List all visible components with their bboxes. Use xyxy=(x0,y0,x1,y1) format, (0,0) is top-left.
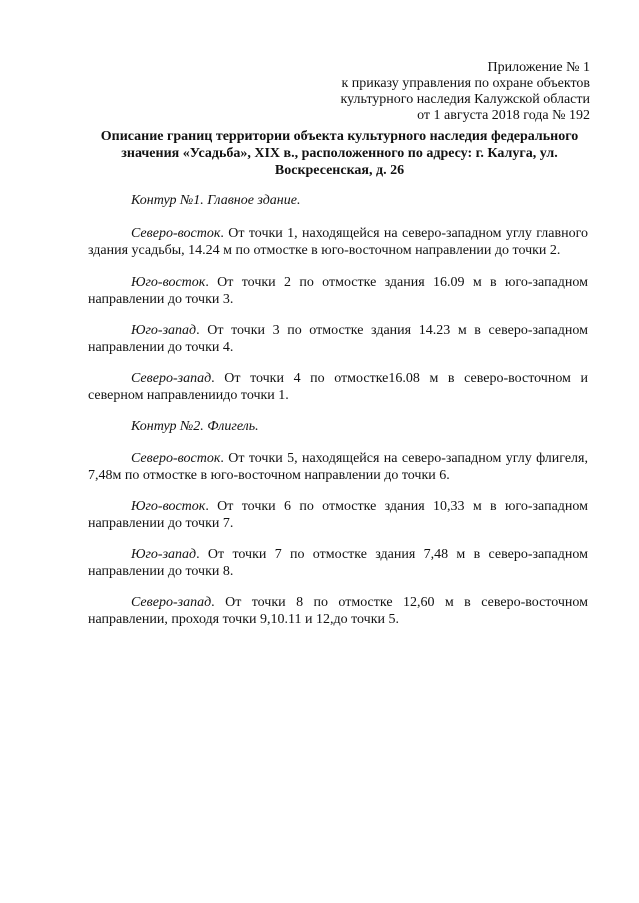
appendix-line-4: от 1 августа 2018 года № 192 xyxy=(417,108,590,123)
appendix-line-3: культурного наследия Калужской области xyxy=(340,92,590,107)
contour-2-paragraph-4 xyxy=(88,594,588,628)
contour-2-heading: Контур №2. Флигель. xyxy=(131,419,259,434)
paragraph-text: . От точки 6 по отмостке здания 10,33 м в юго-западном направлении до точки 7. xyxy=(88,499,588,531)
contour-2-paragraph-3 xyxy=(88,546,588,580)
direction-label: Юго-восток xyxy=(131,275,206,290)
direction-label: Северо-запад xyxy=(131,371,212,386)
contour-1-paragraph-2 xyxy=(88,274,588,308)
title-line-3: Воскресенская, д. 26 xyxy=(274,163,405,178)
appendix-line-2: к приказу управления по охране объектов xyxy=(341,76,590,91)
contour-1-paragraph-4 xyxy=(88,370,588,404)
contour-2-paragraph-2 xyxy=(88,498,588,532)
paragraph-text: . От точки 5, находящейся на северо-западном углу флигеля, 7,48м по отмостке в юго-восточном направлении до точки 6. xyxy=(88,451,588,483)
contour-1-heading: Контур №1. Главное здание. xyxy=(131,193,301,208)
appendix-line-1: Приложение № 1 xyxy=(487,60,590,75)
direction-label: Северо-запад xyxy=(131,595,212,610)
paragraph-text: . От точки 7 по отмостке здания 7,48 м в северо-западном направлении до точки 8. xyxy=(88,547,588,579)
contour-2-paragraph-1 xyxy=(88,450,588,484)
direction-label: Юго-запад xyxy=(131,323,197,338)
title-line-1: Описание границ территории объекта культурного наследия федерального xyxy=(100,129,579,144)
paragraph-text: . От точки 3 по отмостке здания 14.23 м в северо-западном направлении до точки 4. xyxy=(88,323,588,355)
paragraph-text: . От точки 2 по отмостке здания 16.09 м в юго-западном направлении до точки 3. xyxy=(88,275,588,307)
document-title xyxy=(86,128,593,179)
appendix-header xyxy=(341,60,590,124)
contour-1-paragraph-1 xyxy=(88,225,588,259)
direction-label: Юго-восток xyxy=(131,499,206,514)
paragraph-text: . От точки 1, находящейся на северо-западном углу главного здания усадьбы, 14.24 м по отмостке в юго-восточном направлении до точки 2. xyxy=(88,226,588,258)
direction-label: Северо-восток xyxy=(131,226,221,241)
direction-label: Юго-запад xyxy=(131,547,197,562)
direction-label: Северо-восток xyxy=(131,451,221,466)
paragraph-text: . От точки 8 по отмостке 12,60 м в северо-восточном направлении, проходя точки 9,10.11 и 12,до точки 5. xyxy=(88,595,588,627)
paragraph-text: . От точки 4 по отмостке16.08 м в северо-восточном и северном направлениидо точки 1. xyxy=(88,371,588,403)
title-line-2: значения «Усадьба», XIX в., расположенного по адресу: г. Калуга, ул. xyxy=(121,146,558,161)
contour-1-paragraph-3 xyxy=(88,322,588,356)
